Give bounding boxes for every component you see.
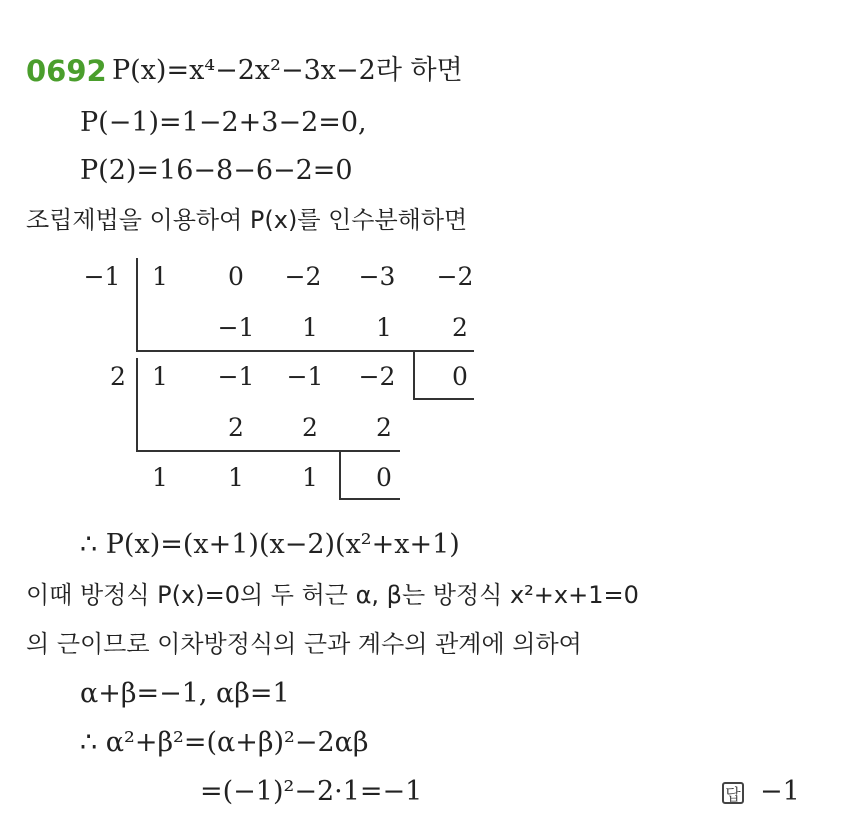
row5-c1: 1 xyxy=(152,463,168,492)
division-vertical-line-2 xyxy=(136,358,138,452)
equation-3: =(−1)²−2·1=−1 xyxy=(200,776,423,807)
remainder-box-1-bottom xyxy=(413,398,474,400)
row1-c5: −2 xyxy=(436,262,474,291)
row3-c2: −1 xyxy=(217,362,255,391)
problem-line-1: P(x)=x⁴−2x²−3x−2라 하면 xyxy=(112,55,463,86)
division-vertical-line-1 xyxy=(136,258,138,352)
row2-c3: 1 xyxy=(302,313,318,342)
row1-c3: −2 xyxy=(284,262,322,291)
row4-c3: 2 xyxy=(302,413,318,442)
row2-c4: 1 xyxy=(376,313,392,342)
remainder-box-1-left xyxy=(413,352,415,400)
row4-c4: 2 xyxy=(376,413,392,442)
row1-c4: −3 xyxy=(358,262,396,291)
answer-value: −1 xyxy=(760,776,800,807)
row5-c2: 1 xyxy=(228,463,244,492)
remainder-box-2-left xyxy=(339,452,341,500)
row2-c5: 2 xyxy=(452,313,468,342)
equation-1: α+β=−1, αβ=1 xyxy=(80,678,290,709)
solution-text-1: 이때 방정식 P(x)=0의 두 허근 α, β는 방정식 x²+x+1=0 xyxy=(26,581,639,609)
row5-c3: 1 xyxy=(302,463,318,492)
answer-box-icon: 답 xyxy=(722,782,744,804)
equation-2: ∴ α²+β²=(α+β)²−2αβ xyxy=(80,727,369,758)
row4-c2: 2 xyxy=(228,413,244,442)
divisor-2: 2 xyxy=(110,362,126,391)
problem-line-4: 조립제법을 이용하여 P(x)를 인수분해하면 xyxy=(26,206,468,234)
remainder-box-2-bottom xyxy=(339,498,400,500)
factor-line: ∴ P(x)=(x+1)(x−2)(x²+x+1) xyxy=(80,529,460,560)
divisor-1: −1 xyxy=(83,262,121,291)
problem-line-3: P(2)=16−8−6−2=0 xyxy=(80,155,353,186)
solution-text-2: 의 근이므로 이차방정식의 근과 계수의 관계에 의하여 xyxy=(26,630,582,658)
row1-c2: 0 xyxy=(228,262,244,291)
row2-c2: −1 xyxy=(217,313,255,342)
row3-c5: 0 xyxy=(452,362,468,391)
row3-c4: −2 xyxy=(358,362,396,391)
division-horizontal-line-1 xyxy=(136,350,474,352)
division-horizontal-line-2 xyxy=(136,450,400,452)
problem-line-2: P(−1)=1−2+3−2=0, xyxy=(80,107,367,138)
row3-c3: −1 xyxy=(286,362,324,391)
row1-c1: 1 xyxy=(152,262,168,291)
row5-c4: 0 xyxy=(376,463,392,492)
problem-number: 0692 xyxy=(26,54,107,88)
row3-c1: 1 xyxy=(152,362,168,391)
